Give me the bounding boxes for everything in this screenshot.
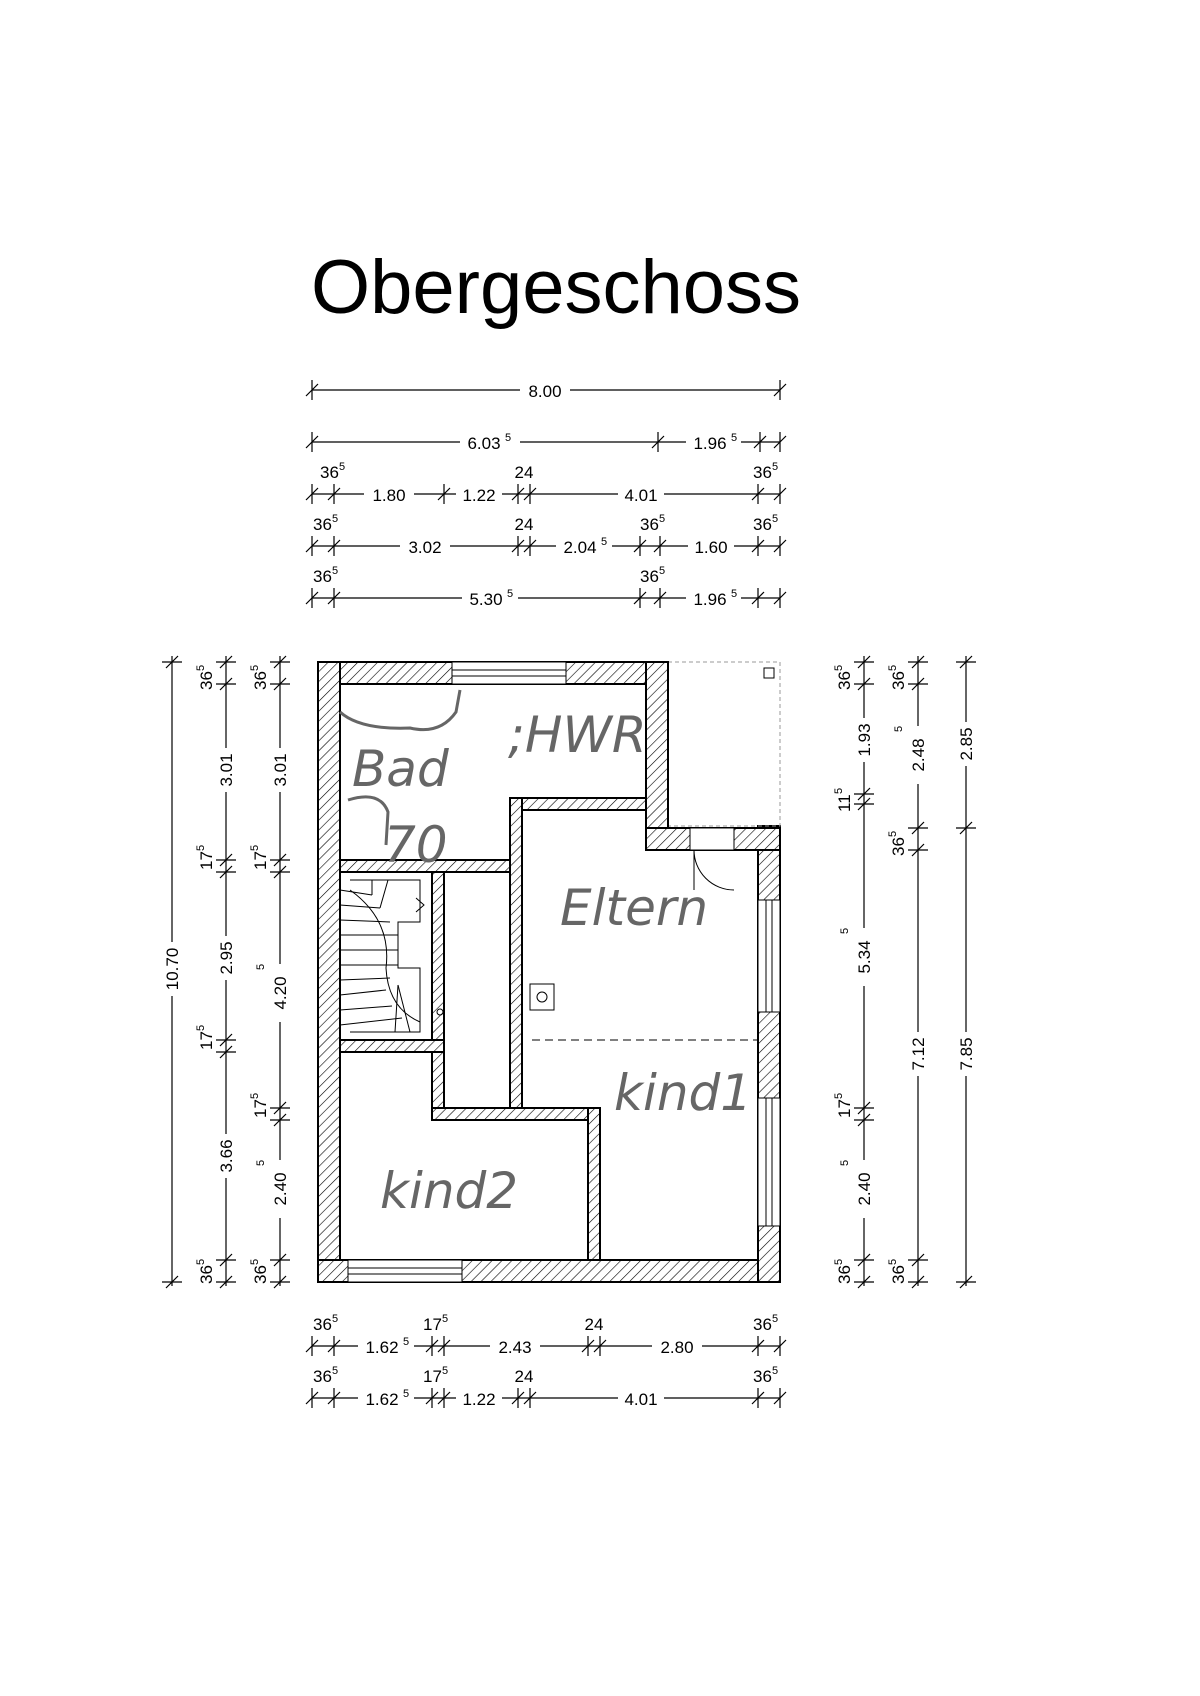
dim-sup: 5: [839, 1159, 851, 1166]
wall-kind2-north: [340, 1040, 444, 1052]
dim-bottom-r2-e: 4.01: [624, 1390, 658, 1409]
dim-top-r4-d: 36: [640, 515, 659, 534]
dim-top-r5-wall: 36: [313, 567, 332, 586]
dim-top-r4-b: 24: [514, 515, 534, 534]
dim-left-c2-a: 36: [197, 671, 216, 690]
dim-top-r4-f: 36: [753, 515, 772, 534]
dim-sup: 5: [772, 1313, 779, 1325]
dim-sup: 5: [255, 1159, 267, 1166]
dim-right-c2-c: 36: [889, 837, 908, 856]
dim-sup: 5: [893, 725, 905, 732]
dim-sup: 5: [505, 432, 512, 444]
dim-sup: 5: [403, 1336, 410, 1348]
dim-bottom-r2-a: 1.62: [365, 1390, 399, 1409]
dim-top-r2-b: 1.96: [693, 434, 727, 453]
top-dimension-chains: [306, 378, 786, 610]
right-dimension-chains: [833, 656, 978, 1288]
dim-bottom-r1-c: 2.43: [498, 1338, 532, 1357]
dim-bottom-r2-b: 17: [423, 1367, 442, 1386]
dim-sup: 5: [833, 1092, 845, 1099]
dim-sup: 5: [887, 1258, 899, 1265]
dim-left-c2-e: 17: [197, 1031, 216, 1050]
dim-left-c3-d: 4.20: [271, 976, 290, 1010]
dim-left-total: 10.70: [163, 947, 182, 991]
dim-bottom-r2-f: 36: [753, 1367, 772, 1386]
dim-top-r2-a: 6.03: [467, 434, 501, 453]
dim-left-c2-f: 3.66: [217, 1139, 236, 1173]
wall-kind2-top: [432, 1108, 600, 1120]
dim-sup: 5: [195, 844, 207, 851]
dim-right-c3-a: 2.85: [957, 727, 976, 761]
dim-right-c2-d: 7.12: [909, 1037, 928, 1071]
dim-sup: 5: [249, 844, 261, 851]
staircase: [340, 872, 443, 1040]
room-label-bad: Bad: [352, 740, 449, 798]
dim-right-c1-d: 5.34: [855, 940, 874, 974]
dim-bottom-r2-d: 24: [514, 1367, 534, 1386]
dim-sup: 5: [195, 664, 207, 671]
dim-sup: 5: [195, 1258, 207, 1265]
dim-bottom-r1-f: 36: [753, 1315, 772, 1334]
dim-left-c2-c: 17: [197, 851, 216, 870]
dim-left-c2-b: 3.01: [217, 753, 236, 787]
window-east-lower: [758, 1098, 780, 1226]
bottom-dimension-chains: [306, 1313, 786, 1410]
dim-sup: 5: [833, 664, 845, 671]
dim-sup: 5: [332, 1365, 339, 1377]
wall-kind-divider: [588, 1108, 600, 1260]
dim-sup: 5: [332, 1313, 339, 1325]
dim-sup: 5: [659, 513, 666, 525]
dim-top-r3-a: 1.80: [372, 486, 406, 505]
dim-sup: 5: [249, 664, 261, 671]
dim-sup: 5: [887, 664, 899, 671]
dim-top-r3-wall: 36: [320, 463, 339, 482]
dim-right-c2-b: 2.48: [909, 738, 928, 772]
floor-plan: [318, 662, 780, 1282]
dim-sup: 5: [772, 461, 779, 473]
dim-sup: 5: [442, 1365, 449, 1377]
dim-sup: 5: [887, 830, 899, 837]
window-north: [452, 662, 566, 684]
dim-right-c2-e: 36: [889, 1265, 908, 1284]
window-south: [348, 1260, 462, 1282]
balcony: [668, 662, 780, 826]
dim-top-r3-c: 24: [514, 463, 534, 482]
wall-hall-north: [510, 798, 646, 810]
left-dimension-chains: [160, 656, 292, 1288]
dim-sup: 5: [772, 1365, 779, 1377]
dim-sup: 5: [833, 787, 845, 794]
dim-left-c3-g: 36: [251, 1265, 270, 1284]
dim-right-c3-b: 7.85: [957, 1037, 976, 1071]
dim-sup: 5: [659, 565, 666, 577]
dim-left-c3-c: 17: [251, 851, 270, 870]
bad-scribble: [340, 690, 460, 730]
dim-top-r4-e: 1.60: [694, 538, 728, 557]
dim-top-r3-d: 4.01: [624, 486, 658, 505]
dim-top-r3-b: 1.22: [462, 486, 496, 505]
room-label-bad-extra: 70: [384, 816, 448, 874]
dim-sup: 5: [601, 536, 608, 548]
dim-bottom-r2-c: 1.22: [462, 1390, 496, 1409]
dim-bottom-r1-d: 24: [584, 1315, 604, 1334]
wall-hwr-east: [646, 662, 668, 850]
dim-right-c1-f: 2.40: [855, 1172, 874, 1206]
dim-sup: 5: [195, 1024, 207, 1031]
room-label-hwr: ;HWR: [508, 706, 647, 764]
room-label-eltern: Eltern: [560, 879, 709, 937]
dim-sup: 5: [249, 1258, 261, 1265]
dim-sup: 5: [507, 588, 514, 600]
dim-left-c2-d: 2.95: [217, 941, 236, 975]
room-label-kind2: kind2: [380, 1162, 519, 1220]
dim-sup: 5: [249, 1092, 261, 1099]
dim-left-c3-a: 36: [251, 671, 270, 690]
dim-top-r3-e: 36: [753, 463, 772, 482]
dim-right-c1-b: 1.93: [855, 723, 874, 757]
dim-sup: 5: [833, 1258, 845, 1265]
dim-right-c1-a: 36: [835, 671, 854, 690]
dim-top-r5-c: 1.96: [693, 590, 727, 609]
dim-top-r4-wall: 36: [313, 515, 332, 534]
dim-sup: 5: [442, 1313, 449, 1325]
dim-top-r4-a: 3.02: [408, 538, 442, 557]
dim-bottom-r1-wall: 36: [313, 1315, 332, 1334]
chimney: [530, 984, 554, 1010]
dim-bottom-r1-e: 2.80: [660, 1338, 694, 1357]
dim-bottom-r1-b: 17: [423, 1315, 442, 1334]
room-label-kind1: kind1: [614, 1064, 753, 1122]
dim-sup: 5: [772, 513, 779, 525]
dim-left-c3-e: 17: [251, 1099, 270, 1118]
dim-sup: 5: [839, 927, 851, 934]
dim-sup: 5: [255, 963, 267, 970]
wall-bad-partial: [340, 662, 460, 684]
dim-top-r4-c: 2.04: [563, 538, 597, 557]
dim-bottom-r1-a: 1.62: [365, 1338, 399, 1357]
dim-sup: 5: [731, 432, 738, 444]
wall-west: [318, 662, 340, 1282]
page-title: Obergeschoss: [310, 245, 802, 330]
dim-sup: 5: [332, 513, 339, 525]
dim-left-c3-f: 2.40: [271, 1172, 290, 1206]
dim-sup: 5: [339, 461, 346, 473]
dim-sup: 5: [403, 1388, 410, 1400]
dim-left-c3-b: 3.01: [271, 753, 290, 787]
wall-hall-west: [510, 798, 522, 1110]
dim-sup: 5: [731, 588, 738, 600]
dim-top-r5-a: 5.30: [469, 590, 503, 609]
wall-stair-east: [432, 872, 444, 1112]
dim-top-r5-b: 36: [640, 567, 659, 586]
dim-sup: 5: [332, 565, 339, 577]
dim-bottom-r2-wall: 36: [313, 1367, 332, 1386]
dim-right-c2-a: 36: [889, 671, 908, 690]
dim-top-total: 8.00: [528, 382, 562, 401]
dim-right-c1-g: 36: [835, 1265, 854, 1284]
dim-right-c1-c: 11: [835, 794, 854, 812]
window-east-upper: [758, 900, 780, 1012]
dim-left-c2-g: 36: [197, 1265, 216, 1284]
dim-right-c1-e: 17: [835, 1099, 854, 1118]
